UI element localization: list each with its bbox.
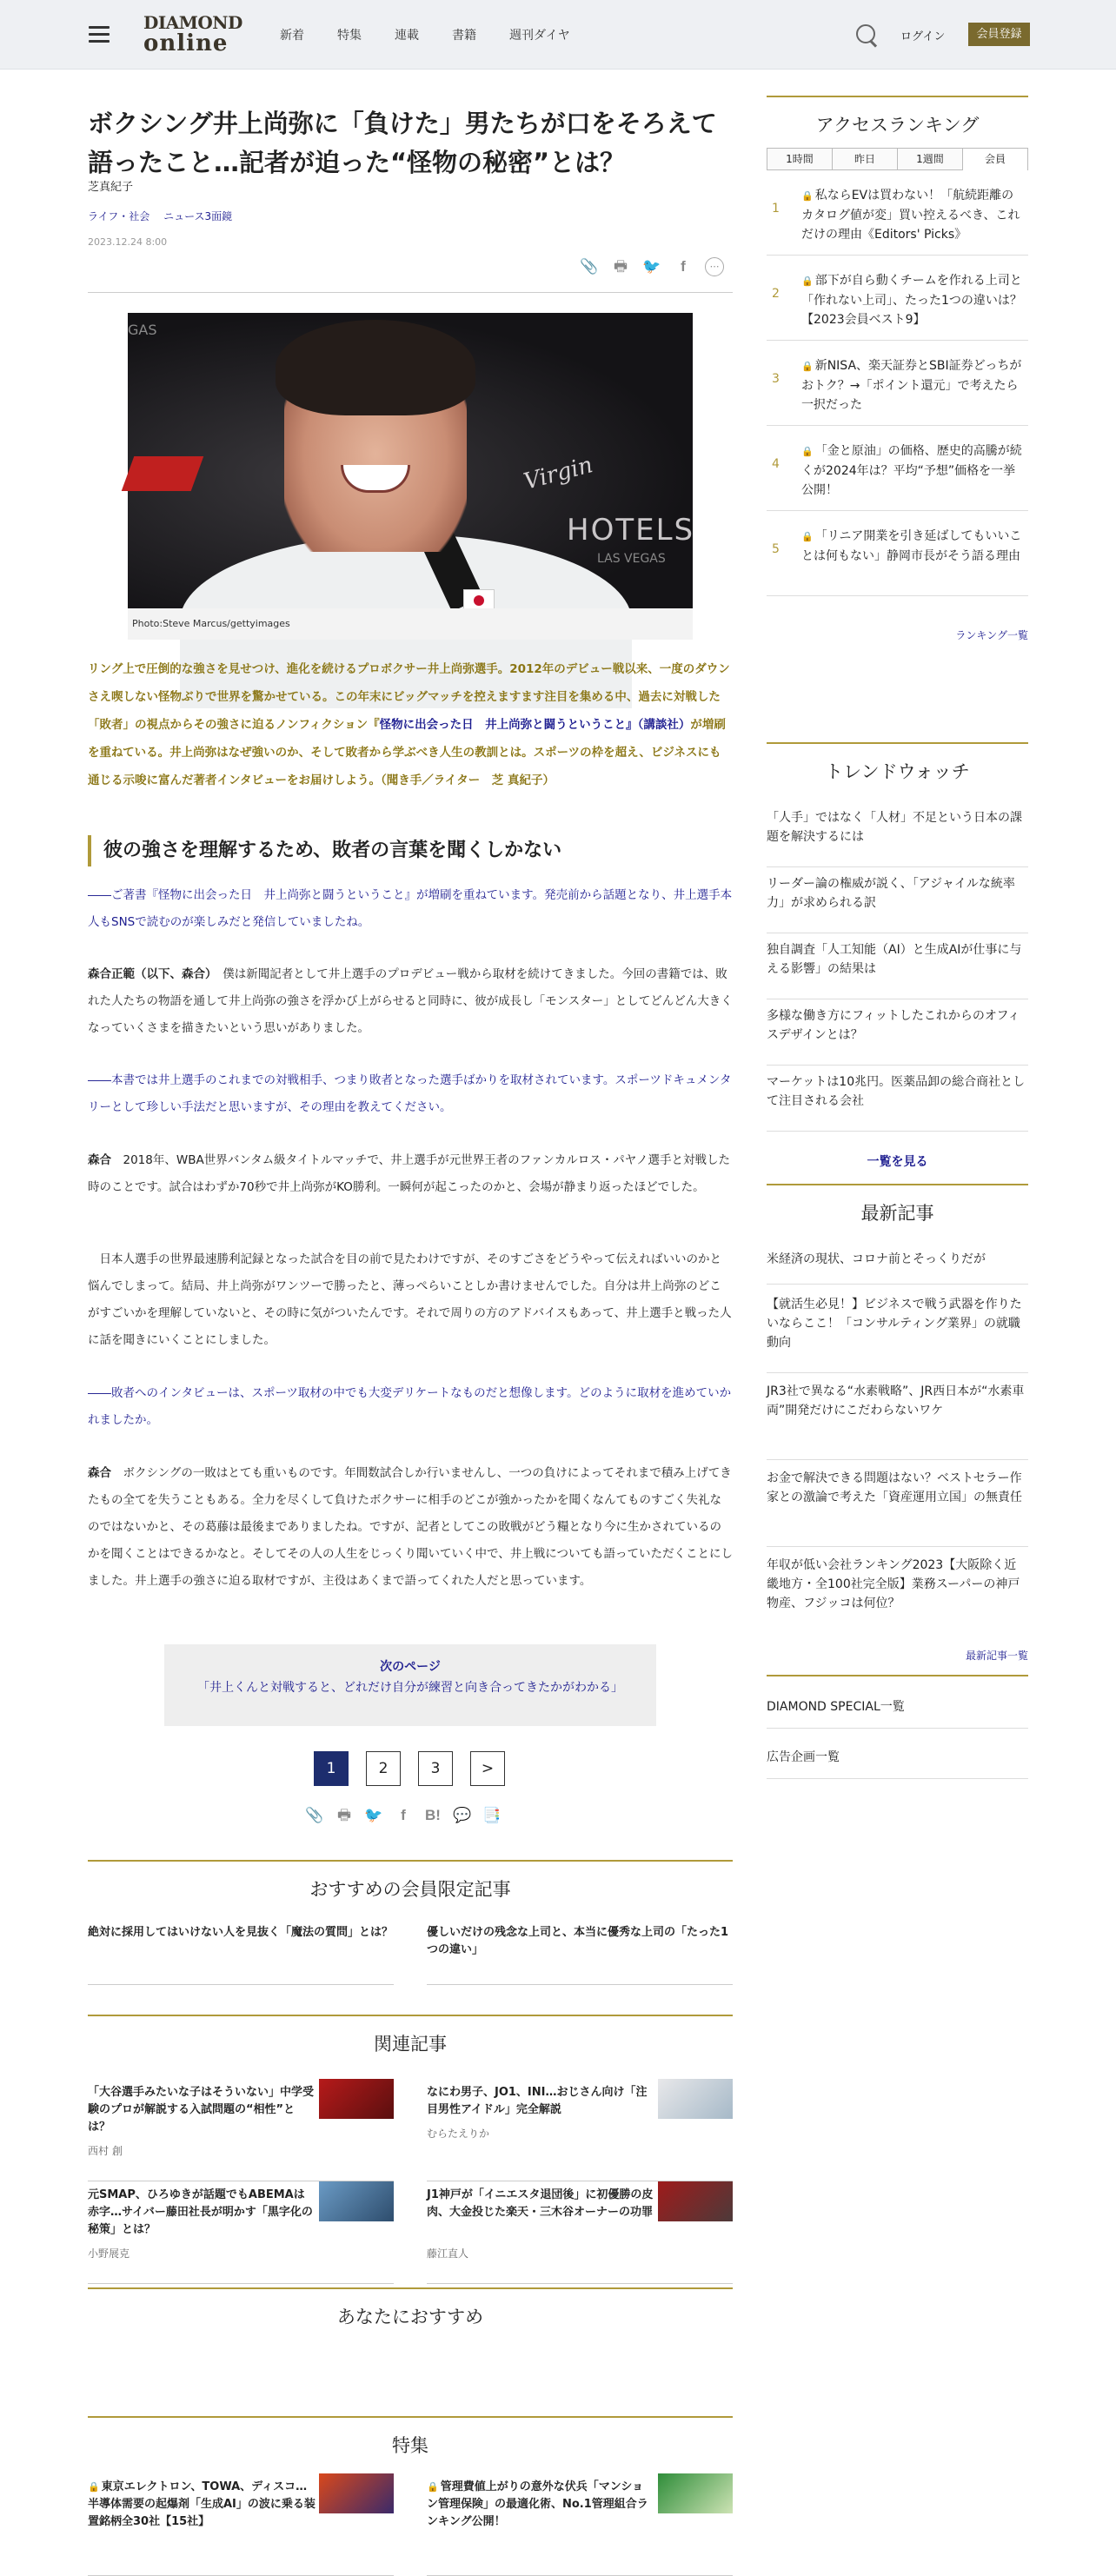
- page-3[interactable]: 3: [418, 1751, 453, 1786]
- feature-thumbnail: [319, 2473, 394, 2513]
- more-icon[interactable]: ⋯: [705, 257, 724, 276]
- latest-item[interactable]: お金で解決できる問題はない？ベストセラー作家との激論で考えた「資産運用立国」の無責任: [767, 1464, 1028, 1547]
- ranking-tabs: [767, 148, 1028, 170]
- interview-answer: 森合 2018年、WBA世界バンタム級タイトルマッチで、井上選手が元世界王者のファンカルロス・パヤノ選手と対戦した時のことです。試合はわずか70秒で井上尚弥がKO勝利。一瞬何が起こったのかと、会場が静まり返ったほどでした。: [88, 1153, 731, 1194]
- feature-title: 🔒 管理費値上がりの意外な伏兵「マンション管理保険」の最適化術、No.1管理組合ランキング公開！: [427, 2479, 654, 2531]
- category-link[interactable]: ニュース3面鏡: [163, 210, 233, 222]
- facebook-icon[interactable]: f: [401, 1807, 406, 1823]
- divider: [88, 292, 733, 293]
- trend-more-link[interactable]: 一覧を見る: [867, 1155, 928, 1169]
- related-article[interactable]: [88, 2079, 394, 2181]
- pocket-icon[interactable]: 📑: [482, 1807, 502, 1824]
- site-header: [0, 0, 1116, 70]
- next-page-link[interactable]: [164, 1644, 656, 1726]
- interview-answer: 森合 ボクシングの一敗はとても重いものです。年間数試合しか行いませんし、一つの負けによってそれまで積み上げてきたもの全てを失うこともある。全力を尽くして負けたボクサーに相手のどこが強かったかを聞くなんてものすごく失礼なのではないかと、その葛藤は最後までありましたね。ですが、記者としてこの敗戦がどう糧となり今に生かされているのかを聞くことはできるかなと。そしてその人の人生をじっくり聞いていく中で、井上戦についても語っていただくことにしました。井上選手の強さに迫る取材ですが、主役はあくまで語ってくれた人だと思っています。: [88, 1466, 733, 1588]
- latest-articles: [767, 1184, 1028, 1696]
- logo-text-bottom: online: [143, 30, 229, 56]
- ranking-item[interactable]: [767, 341, 1028, 426]
- interview-question: ――ご著書『怪物に出会った日 井上尚弥と闘うということ』が増刷を重ねています。発売前から話題となり、井上選手本人もSNSで読むのが楽しみだと発信していましたね。: [88, 888, 733, 929]
- section-title: 特集: [392, 2435, 428, 2456]
- section-heading: 彼の強さを理解するため、敗者の言葉を聞くしかない: [88, 835, 733, 866]
- hamburger-menu-icon[interactable]: [89, 26, 110, 43]
- article-title: ボクシング井上尚弥に「負けた」男たちが口をそろえて語ったこと…記者が迫った“怪物の秘密”とは？: [88, 109, 717, 177]
- page-1[interactable]: 1: [314, 1751, 349, 1786]
- interview-answer: 森合正範（以下、森合） 僕は新聞記者として井上選手のプロデビュー戦から取材を続けてきました。今回の書籍では、敗れた人たちの物語を通して井上尚弥の強さを浮かび上がらせると同時に、彼が成長し「モンスター」としてどんどん大きくなっていくさまを描きたいという思いがありました。: [88, 967, 733, 1035]
- main-nav: [280, 26, 603, 43]
- next-page-arrow[interactable]: >: [470, 1751, 505, 1786]
- related-title: J1神戸が「イニエスタ退団後」に初優勝の皮肉、大金投じた楽天・三木谷オーナーの功罪: [427, 2188, 654, 2219]
- sidebar-links: [767, 1675, 1028, 1779]
- related-article[interactable]: [427, 2181, 733, 2284]
- feature-thumbnail: [658, 2473, 733, 2513]
- ranking-title: アクセスランキング: [815, 115, 980, 136]
- nav-new[interactable]: 新着: [280, 29, 304, 43]
- latest-item[interactable]: 米経済の現状、コロナ前とそっくりだが: [767, 1246, 1028, 1285]
- share-toolbar-top: [580, 257, 736, 276]
- next-page-label: 次のページ: [380, 1660, 441, 1674]
- rank-number: 2: [772, 287, 780, 301]
- related-title: 「大谷選手みたいな子はそういない」中学受験のプロが解説する入試問題の“相性”とは？: [88, 2086, 315, 2134]
- related-title: 元SMAP、ひろゆきが話題でもABEMAは赤字…サイバー藤田社長が明かす「黒字化の秘策」とは？: [88, 2188, 313, 2236]
- diamond-special-link[interactable]: DIAMOND SPECIAL一覧: [767, 1689, 1028, 1729]
- feature-article[interactable]: [88, 2473, 394, 2576]
- ranking-item[interactable]: [767, 511, 1028, 596]
- photo-caption: Photo:Steve Marcus/gettyimages: [128, 608, 693, 640]
- trend-watch: [767, 742, 1028, 1229]
- interview-question: ――本書では井上選手のこれまでの対戦相手、つまり敗者となった選手ばかりを取材されています。スポーツドキュメンタリーとして珍しい手法だと思いますが、その理由を教えてください。: [88, 1073, 732, 1114]
- share-toolbar-bottom: [305, 1806, 512, 1825]
- member-article-link[interactable]: 絶対に採用してはいけない人を見抜く「魔法の質問」とは？: [88, 1924, 394, 1985]
- tab-member[interactable]: 会員: [962, 148, 1028, 170]
- trend-item[interactable]: 「人手」ではなく「人材」不足という日本の課題を解決するには: [767, 805, 1028, 867]
- next-page-title: 「井上くんと対戦すると、どれだけ自分が練習と向き合ってきたかがわかる」: [197, 1681, 623, 1695]
- trend-title: トレンドウォッチ: [825, 761, 970, 782]
- print-icon[interactable]: 🖶: [613, 258, 628, 276]
- article-photo: [128, 313, 693, 640]
- latest-item[interactable]: 【就活生必見！】ビジネスで戦う武器を作りたいならここ！「コンサルティング業界」の就職動向: [767, 1290, 1028, 1373]
- photo-backdrop-text: Virgin: [521, 452, 596, 495]
- nav-weekly[interactable]: 週刊ダイヤ: [509, 29, 570, 43]
- logo-text-top: DIAMOND: [143, 12, 242, 33]
- feature-title: 🔒 東京エレクトロン、TOWA、ディスコ…半導体需要の起爆剤「生成AI」の波に乗る装置銘柄全30社【15社】: [88, 2479, 316, 2531]
- search-icon[interactable]: [856, 24, 875, 43]
- photo-backdrop-text: LAS VEGAS: [597, 552, 666, 566]
- related-thumbnail: [658, 2079, 733, 2119]
- trend-item[interactable]: リーダー論の権威が説く、「アジャイルな統率力」が求められる訳: [767, 871, 1028, 933]
- book-title-link[interactable]: 怪物に出会った日 井上尚弥と闘うということ: [379, 718, 627, 732]
- related-author: むらたえりか: [427, 2128, 490, 2140]
- rank-title: 🔒 「リニア開業を引き延ばしてもいいことは何もない」静岡市長がそう語る理由: [801, 527, 1026, 566]
- ad-planning-link[interactable]: 広告企画一覧: [767, 1739, 1028, 1779]
- related-article[interactable]: [427, 2079, 733, 2181]
- article-categories: [88, 209, 242, 223]
- section-title: おすすめの会員限定記事: [309, 1879, 511, 1900]
- member-article-link[interactable]: 優しいだけの残念な上司と、本当に優秀な上司の「たった1つの違い」: [427, 1924, 733, 1985]
- register-button[interactable]: 会員登録: [968, 23, 1030, 46]
- print-icon[interactable]: 🖶: [336, 1807, 352, 1824]
- trend-item[interactable]: 多様な働き方にフィットしたこれからのオフィスデザインとは？: [767, 1003, 1028, 1066]
- related-article[interactable]: [88, 2181, 394, 2284]
- rank-title: 🔒 部下が自ら動くチームを作れる上司と「作れない上司」、たった1つの違いは？【2023会員ベスト9】: [801, 271, 1026, 329]
- for-you-section: [88, 2287, 733, 2418]
- tab-1week[interactable]: 1週間: [897, 148, 962, 170]
- rank-title: 🔒 私ならEVは買わない！「航続距離のカタログ値が変」買い控えるべき、これだけの理由《Editors' Picks》: [801, 186, 1026, 244]
- article-date: 2023.12.24 8:00: [88, 236, 168, 248]
- latest-title: 最新記事: [860, 1203, 934, 1224]
- paperclip-icon[interactable]: 📎: [580, 258, 599, 276]
- ranking-item[interactable]: [767, 426, 1028, 511]
- login-link[interactable]: ログイン: [900, 30, 946, 43]
- trend-item[interactable]: マーケットは10兆円。医薬品卸の総合商社として注目される会社: [767, 1069, 1028, 1132]
- nav-features[interactable]: 特集: [337, 29, 362, 43]
- nav-books[interactable]: 書籍: [452, 29, 476, 43]
- tab-1hour[interactable]: 1時間: [767, 148, 832, 170]
- related-author: 西村 創: [88, 2145, 123, 2157]
- tab-yesterday[interactable]: 昨日: [832, 148, 897, 170]
- page-2[interactable]: 2: [366, 1751, 401, 1786]
- paperclip-icon[interactable]: 📎: [305, 1807, 324, 1824]
- hatena-bookmark-icon[interactable]: B!: [425, 1807, 441, 1823]
- rank-number: 5: [772, 542, 780, 556]
- site-logo[interactable]: [143, 12, 242, 56]
- latest-list-link[interactable]: 最新記事一覧: [965, 1650, 1028, 1662]
- ranking-item[interactable]: [767, 170, 1028, 256]
- category-link[interactable]: ライフ・社会: [88, 210, 150, 222]
- ranking-list-link[interactable]: ランキング一覧: [955, 629, 1028, 641]
- latest-item[interactable]: 年収が低い会社ランキング2023【大阪除く近畿地方・全100社完全版】業務スーパーの神戸物産、フジッコは何位？: [767, 1558, 1020, 1610]
- rank-number: 4: [772, 457, 780, 471]
- related-author: 小野展克: [88, 2247, 130, 2260]
- ranking-item[interactable]: [767, 256, 1028, 341]
- twitter-icon[interactable]: 🐦: [642, 258, 661, 276]
- pagination: [314, 1751, 522, 1786]
- facebook-icon[interactable]: f: [681, 258, 686, 275]
- article-lead: リング上で圧倒的な強さを見せつけ、進化を続けるプロボクサー井上尚弥選手。2012年のデビュー戦以来、一度のダウンさえ喫しない怪物ぶりで世界を驚かせている。この年末にビッグマッチを控えますます注目を集める中、過去に対戦した「敗者」の視点からその強さに迫るノンフィクション『怪物に出会った日 井上尚弥と闘うということ』（講談社）が増刷を重ねている。井上尚弥はなぜ強いのか、そして敗者から学ぶべき人生の教訓とは。スポーツの枠を超え、ビジネスにも通じる示唆に富んだ著者インタビューをお届けしよう。（聞き手／ライター 芝 真紀子）: [88, 662, 730, 787]
- related-title: なにわ男子、JO1、INI…おじさん向け「注目男性アイドル」完全解説: [427, 2086, 648, 2116]
- interview-question: ――敗者へのインタビューは、スポーツ取材の中でも大変デリケートなものだと想像します。どのように取材を進めていかれましたか。: [88, 1386, 732, 1427]
- related-author: 藤江直人: [427, 2247, 469, 2260]
- rank-title: 🔒 「金と原油」の価格、歴史的高騰が続くが2024年は？平均“予想”価格を一挙公開！: [801, 442, 1026, 500]
- rank-number: 3: [772, 372, 780, 386]
- twitter-icon[interactable]: 🐦: [364, 1807, 383, 1824]
- features-section: [88, 2416, 733, 2528]
- publisher-link[interactable]: （講談社）: [637, 718, 691, 732]
- photo-backdrop-text: GAS: [128, 322, 157, 338]
- rank-number: 1: [772, 202, 780, 216]
- member-recommendations: [88, 1860, 733, 2034]
- trend-item[interactable]: 独自調査「人工知能（AI）と生成AIが仕事に与える影響」の結果は: [767, 937, 1028, 999]
- section-title: あなたにおすすめ: [336, 2307, 484, 2327]
- latest-item[interactable]: JR3社で異なる“水素戦略”、JR西日本が“水素車両”開発だけにこだわらないワケ: [767, 1377, 1028, 1460]
- access-ranking: [767, 96, 1028, 652]
- section-title: 関連記事: [374, 2034, 447, 2055]
- related-thumbnail: [319, 2079, 394, 2119]
- photo-backdrop-text: HOTELS: [567, 513, 695, 548]
- rank-title: 🔒 新NISA、楽天証券とSBI証券どっちがおトク？→「ポイント還元」で考えたら一択だった: [801, 356, 1026, 415]
- related-thumbnail: [658, 2181, 733, 2221]
- related-thumbnail: [319, 2181, 394, 2221]
- interview-answer: 日本人選手の世界最速勝利記録となった試合を目の前で見たわけですが、そのすごさをどうやって伝えればいいのかと悩んでしまって。結局、井上尚弥がワンツーで勝ったと、薄っぺらいことしか書けませんでした。自分は井上尚弥のどこがすごいかを理解していないと、その時に気がついたんです。それで周りの方のアドバイスもあって、井上選手と戦った人に話を聞きにいくことにしました。: [88, 1252, 732, 1347]
- line-icon[interactable]: 💬: [453, 1807, 472, 1824]
- feature-article[interactable]: [427, 2473, 733, 2576]
- nav-series[interactable]: 連載: [395, 29, 419, 43]
- article-author[interactable]: 芝真紀子: [88, 181, 134, 194]
